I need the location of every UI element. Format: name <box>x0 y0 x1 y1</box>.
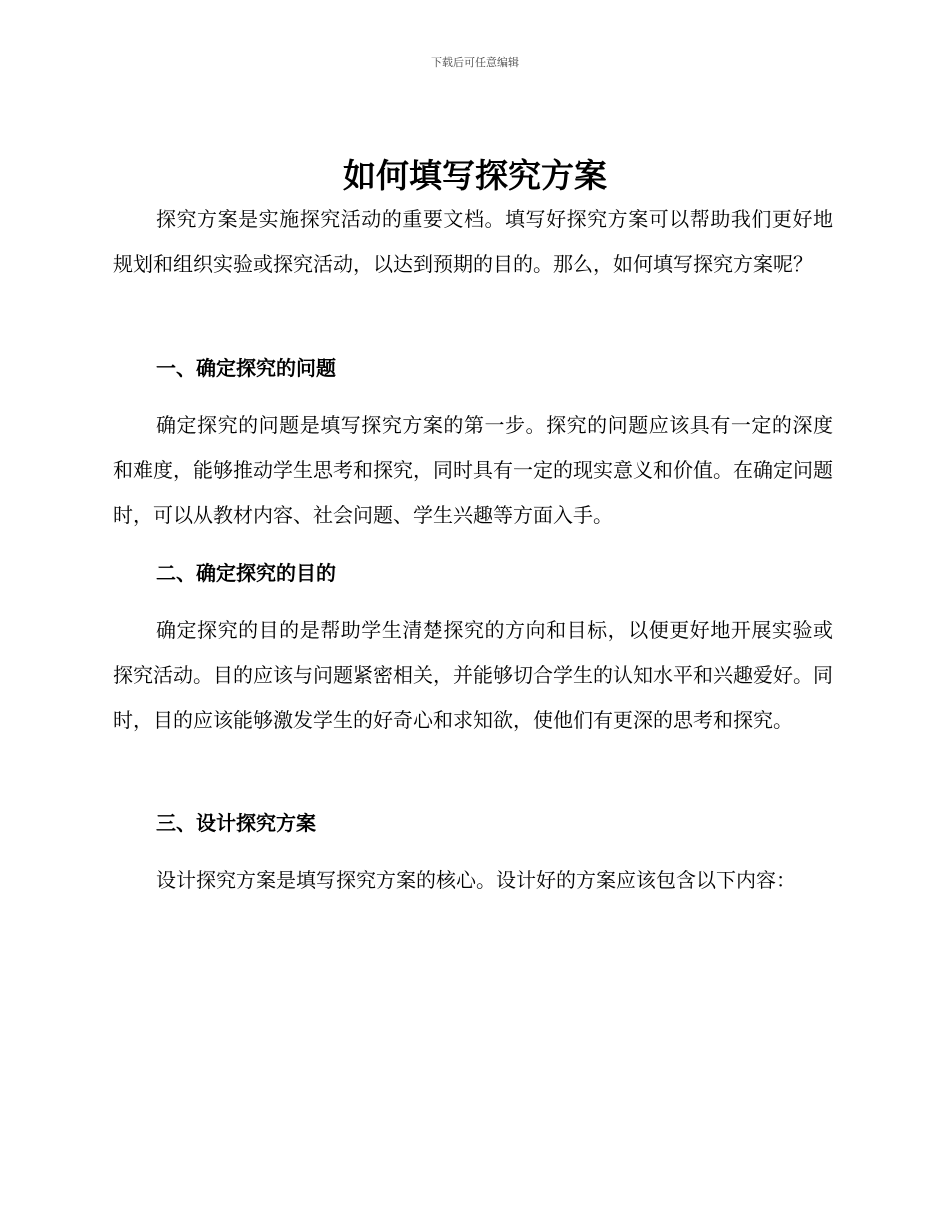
section-body-1: 确定探究的问题是填写探究方案的第一步。探究的问题应该具有一定的深度和难度，能够推动学生思考和探究，同时具有一定的现实意义和价值。在确定问题时，可以从教材内容、社会问题、学生兴趣等方面入手。 <box>113 413 833 527</box>
page-header-note: 下载后可任意编辑 <box>431 56 519 69</box>
section-heading-2: 二、确定探究的目的 <box>156 561 336 585</box>
section-body-3: 设计探究方案是填写探究方案的核心。设计好的方案应该包含以下内容： <box>156 868 796 892</box>
section-body-2: 确定探究的目的是帮助学生清楚探究的方向和目标，以便更好地开展实验或探究活动。目的应该与问题紧密相关，并能够切合学生的认知水平和兴趣爱好。同时，目的应该能够激发学生的好奇心和求知欲，使他们有更深的思考和探究。 <box>113 618 833 732</box>
section-heading-1: 一、确定探究的问题 <box>156 356 336 380</box>
document-title: 如何填写探究方案 <box>343 156 607 195</box>
section-heading-3: 三、设计探究方案 <box>156 811 316 835</box>
intro-paragraph: 探究方案是实施探究活动的重要文档。填写好探究方案可以帮助我们更好地规划和组织实验或探究活动，以达到预期的目的。那么，如何填写探究方案呢？ <box>113 207 833 276</box>
